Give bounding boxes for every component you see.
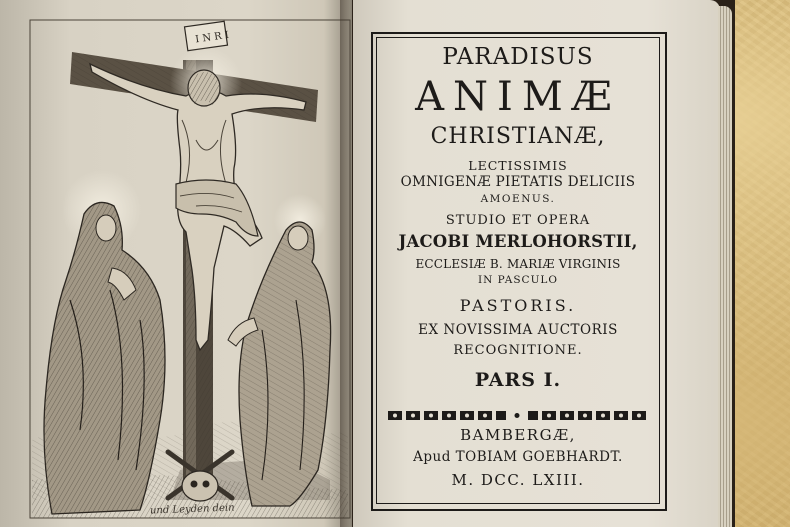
imprint-year: M. DCC. LXIII. bbox=[451, 471, 585, 489]
printer-ornament-rule bbox=[388, 410, 646, 421]
edition-note-1: EX NOVISSIMA AUCTORIS bbox=[418, 322, 618, 338]
title-line-paradisus: PARADISUS bbox=[442, 44, 594, 70]
subtitle-omnigenae: OMNIGENÆ PIETATIS DELICIIS bbox=[400, 174, 636, 190]
author-place: IN PASCULO bbox=[477, 274, 558, 286]
volume-label: PARS I. bbox=[474, 369, 562, 391]
page-edges bbox=[718, 6, 732, 527]
author-role: PASTORIS. bbox=[459, 296, 577, 315]
title-line-christianae: CHRISTIANÆ, bbox=[430, 124, 606, 149]
subtitle-lectissimis: LECTISSIMIS bbox=[468, 158, 568, 173]
crucifixion-engraving bbox=[0, 0, 352, 527]
imprint-printer: Apud TOBIAM GOEBHARDT. bbox=[413, 449, 623, 465]
engraving-caption: und Leyden dein bbox=[149, 502, 235, 517]
title-line-animae: ANIMÆ bbox=[415, 74, 621, 120]
edition-note-2: RECOGNITIONE. bbox=[453, 343, 583, 358]
imprint-city: BAMBERGÆ, bbox=[460, 426, 576, 444]
frontispiece-page bbox=[0, 0, 352, 527]
author-name: JACOBI MERLOHORSTII, bbox=[398, 232, 638, 251]
author-church: ECCLESIÆ B. MARIÆ VIRGINIS bbox=[415, 257, 621, 271]
inri-inscription: I N R I bbox=[194, 29, 230, 46]
subtitle-amoenus: AMOENUS. bbox=[480, 193, 556, 205]
studio-et-opera: STUDIO ET OPERA bbox=[445, 213, 591, 228]
